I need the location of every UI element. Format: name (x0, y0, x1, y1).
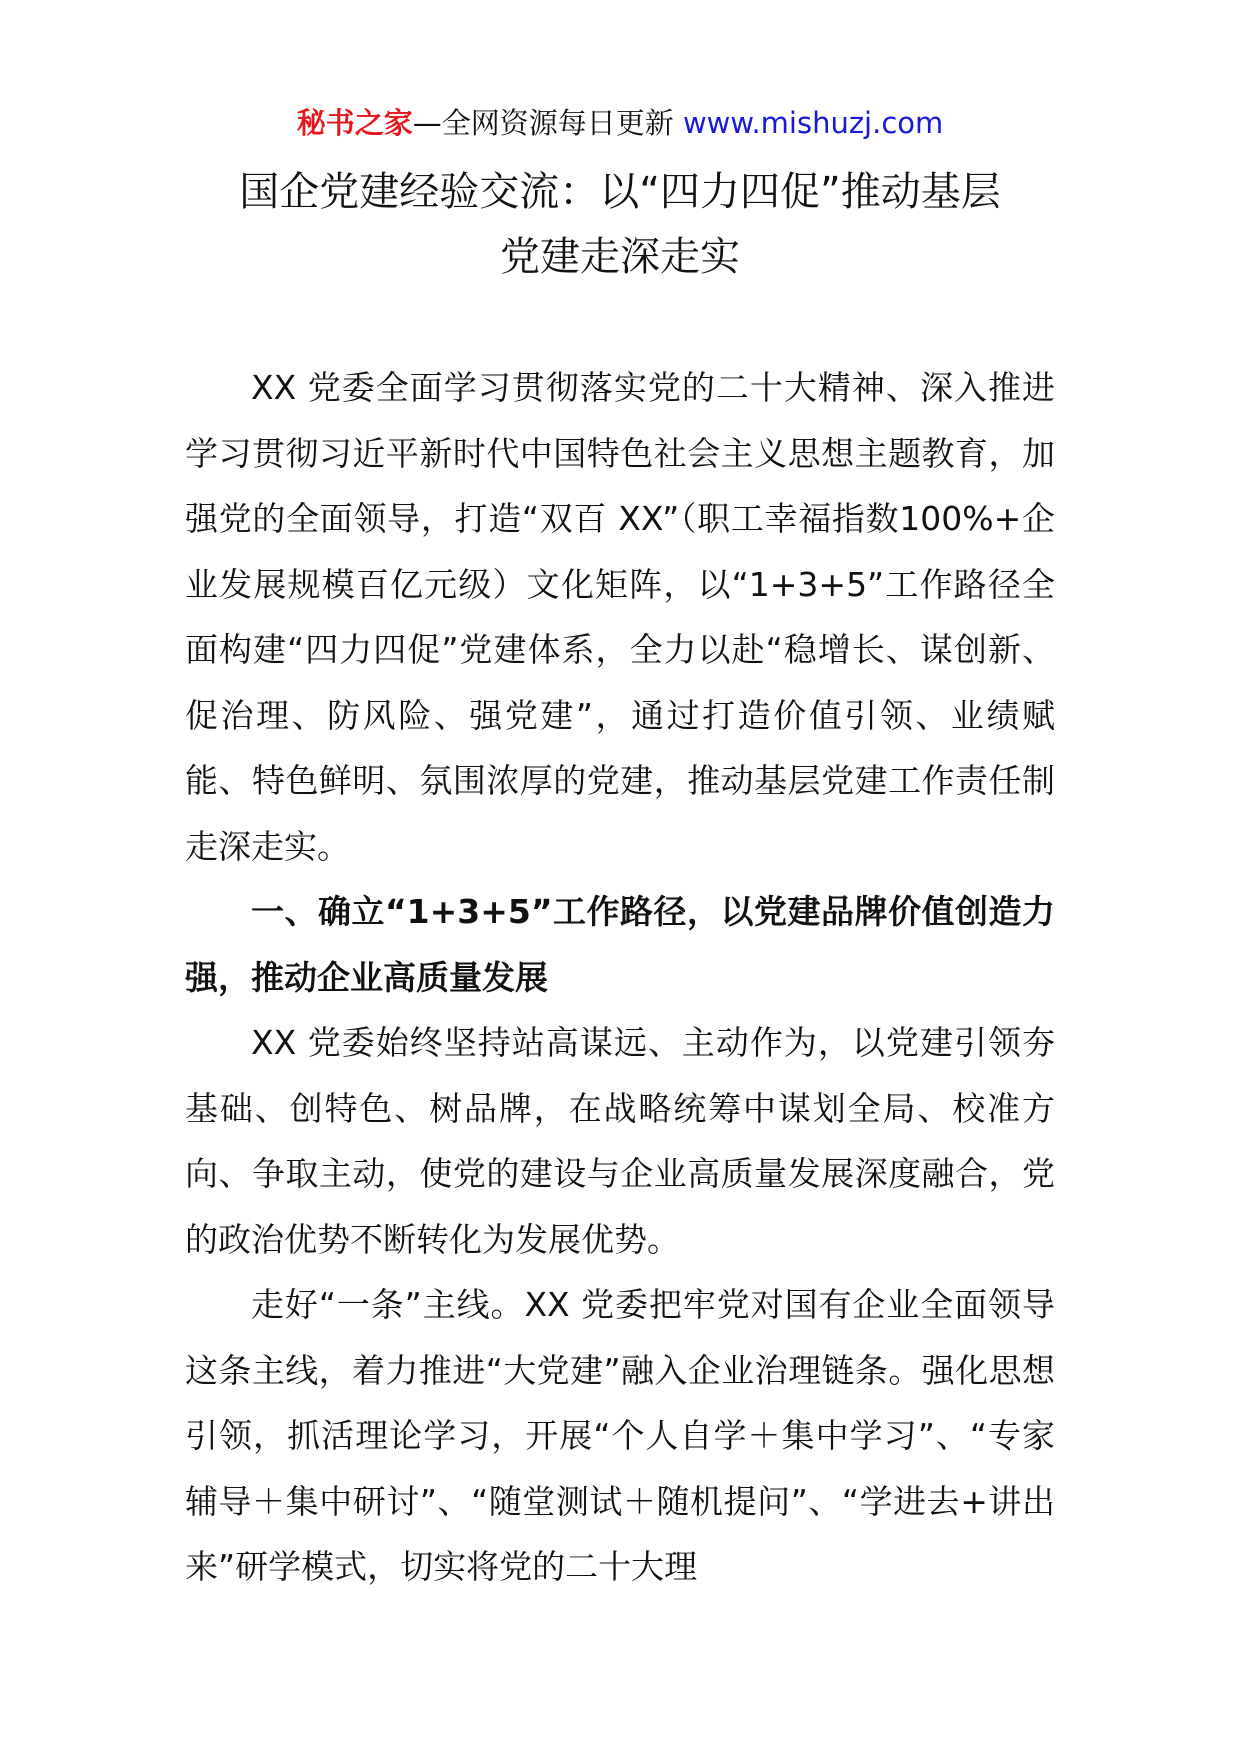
brand-name: 秘书之家 (296, 106, 413, 140)
title-line-1: 国企党建经验交流：以“四力四促”推动基层 (239, 169, 1001, 215)
document-body (185, 355, 1055, 1600)
body-paragraph: 走好“一条”主线。XX 党委把牢党对国有企业全面领导这条主线，着力推进“大党建”融入企业治理链条。强化思想引领，抓活理论学习，开展“个人自学＋集中学习”、“专家辅导＋集中研讨”、“随堂测试＋随机提问”、“学进去+讲出来”研学模式，切实将党的二十大理 (185, 1285, 1055, 1586)
body-paragraph: XX 党委始终坚持站高谋远、主动作为，以党建引领夯基础、创特色、树品牌，在战略统筹中谋划全局、校准方向、争取主动，使党的建设与企业高质量发展深度融合，党的政治优势不断转化为发展优势。 (185, 1023, 1055, 1259)
site-url-link[interactable]: www.mishuzj.com (682, 106, 944, 140)
intro-paragraph: XX 党委全面学习贯彻落实党的二十大精神、深入推进学习贯彻习近平新时代中国特色社会主义思想主题教育，加强党的全面领导，打造“双百 XX”（职工幸福指数100%+企业发展规模百亿元级）文化矩阵，以“1+3+5”工作路径全面构建“四力四促”党建体系，全力以赴“稳增长、谋创新、促治理、防风险、强党建”，通过打造价值引领、业绩赋能、特色鲜明、氛围浓厚的党建，推动基层党建工作责任制走深走实。 (185, 368, 1055, 866)
section-heading-1: 一、确立“1+3+5”工作路径，以党建品牌价值创造力强，推动企业高质量发展 (185, 892, 1055, 997)
document-title (150, 160, 1090, 290)
header-slogan: —全网资源每日更新 (412, 106, 674, 140)
site-header (0, 98, 1240, 148)
title-line-2: 党建走深走实 (500, 234, 740, 280)
